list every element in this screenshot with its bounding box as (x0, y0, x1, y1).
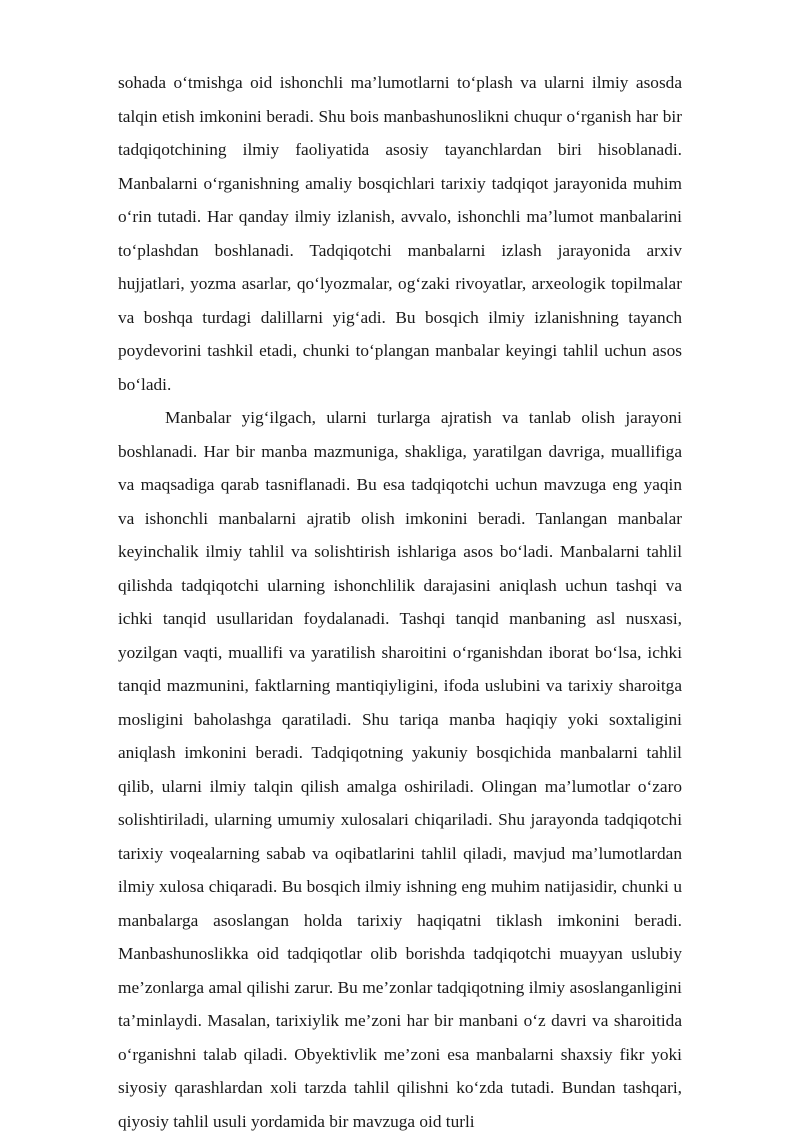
body-text (118, 66, 682, 1138)
paragraph-manbalar: Manbalar yig‘ilgach, ularni turlarga ajratish va tanlab olish jarayoni boshlanadi. Har bir manba mazmuniga, shakliga, yaratilgan davriga, muallifiga va maqsadiga qarab tasniflanadi. Bu esa tadqiqotchi uchun mavzuga eng yaqin va ishonchli manbalarni ajratib olish imkonini beradi. Tanlangan manbalar keyinchalik ilmiy tahlil va solishtirish ishlariga asos bo‘ladi. Manbalarni tahlil qilishda tadqiqotchi ularning ishonchlilik darajasini aniqlash uchun tashqi va ichki tanqid usullaridan foydalanadi. Tashqi tanqid manbaning asl nusxasi, yozilgan vaqti, muallifi va yaratilish sharoitini o‘rganishdan iborat bo‘lsa, ichki tanqid mazmunini, faktlarning mantiqiyligini, ifoda uslubini va tarixiy sharoitga mosligini baholashga qaratiladi. Shu tariqa manba haqiqiy yoki soxtaligini aniqlash imkonini beradi. Tadqiqotning yakuniy bosqichida manbalarni tahlil qilib, ularni ilmiy talqin qilish amalga oshiriladi. Olingan ma’lumotlar o‘zaro solishtiriladi, ularning umumiy xulosalari chiqariladi. Shu jarayonda tadqiqotchi tarixiy voqealarning sabab va oqibatlarini tahlil qiladi, mavjud ma’lumotlardan ilmiy xulosa chiqaradi. Bu bosqich ilmiy ishning eng muhim natijasidir, chunki u manbalarga asoslangan holda tarixiy haqiqatni tiklash imkonini beradi. Manbashunoslikka oid tadqiqotlar olib borishda tadqiqotchi muayyan uslubiy me’zonlarga amal qilishi zarur. Bu me’zonlar tadqiqotning ilmiy asoslanganligini ta’minlaydi. Masalan, tarixiylik me’zoni har bir manbani o‘z davri va sharoitida o‘rganishni talab qiladi. Obyektivlik me’zoni esa manbalarni shaxsiy fikr yoki siyosiy qarashlardan xoli tarzda tahlil qilishni ko‘zda tutadi. Bundan tashqari, qiyosiy tahlil usuli yordamida bir mavzuga oid turli (118, 408, 682, 1131)
paragraph-continued: sohada o‘tmishga oid ishonchli ma’lumotlarni to‘plash va ularni ilmiy asosda talqin etish imkonini beradi. Shu bois manbashunoslikni chuqur o‘rganish har bir tadqiqotchining ilmiy faoliyatida asosiy tayanchlardan biri hisoblanadi. Manbalarni o‘rganishning amaliy bosqichlari tarixiy tadqiqot jarayonida muhim o‘rin tutadi. Har qanday ilmiy izlanish, avvalo, ishonchli ma’lumot manbalarini to‘plashdan boshlanadi. Tadqiqotchi manbalarni izlash jarayonida arxiv hujjatlari, yozma asarlar, qo‘lyozmalar, og‘zaki rivoyatlar, arxeologik topilmalar va boshqa turdagi dalillarni yig‘adi. Bu bosqich ilmiy izlanishning tayanch poydevorini tashkil etadi, chunki to‘plangan manbalar keyingi tahlil uchun asos bo‘ladi. (118, 73, 682, 394)
